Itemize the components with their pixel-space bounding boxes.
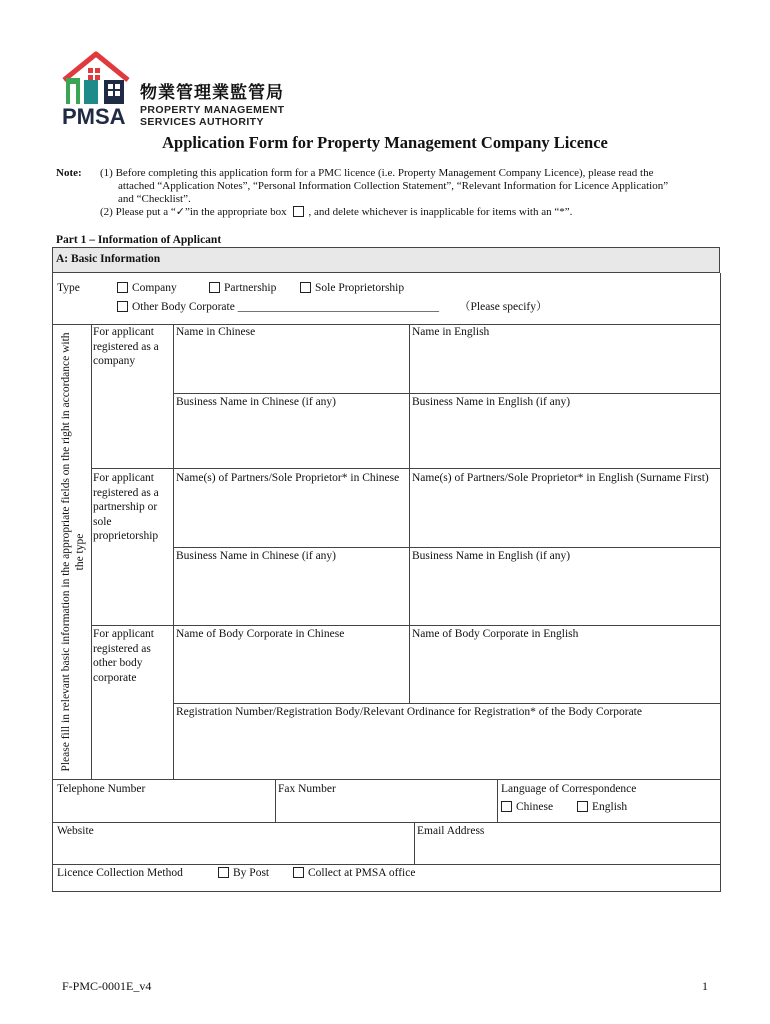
example-checkbox: [293, 206, 304, 217]
pmsa-logo: [60, 50, 300, 130]
fax-language-divider: [497, 779, 498, 822]
company-block-label: For applicant registered as a company: [93, 326, 159, 367]
website-label: Website: [57, 825, 94, 837]
other-body-corporate-label: Other Body Corporate ___________________________________: [132, 301, 439, 313]
telephone-label: Telephone Number: [57, 783, 146, 795]
note-item-2: [100, 206, 572, 220]
company-name-cn-label: Name in Chinese: [176, 326, 256, 338]
collection-label: Licence Collection Method: [57, 867, 183, 879]
type-option-company[interactable]: [117, 281, 177, 296]
collection-option-office[interactable]: [293, 866, 415, 881]
partnership-name-row-bottom: [173, 547, 721, 548]
company-biz-cn-label: Business Name in Chinese (if any): [176, 396, 337, 408]
company-checkbox[interactable]: [117, 282, 128, 293]
side-note: Please fill in relevant basic information in the appropriate fields on the right in accordance with the type: [60, 332, 86, 772]
partnership-label: Partnership: [224, 282, 277, 294]
collect-office-checkbox[interactable]: [293, 867, 304, 878]
table-right-border: [720, 273, 721, 892]
applicant-block-bottom: [52, 779, 721, 780]
sole-proprietorship-checkbox[interactable]: [300, 282, 311, 293]
chinese-checkbox[interactable]: [501, 801, 512, 812]
logo-english-line-1: PROPERTY MANAGEMENT: [140, 104, 285, 116]
partnership-name-en-label: Name(s) of Partners/Sole Proprietor* in English (Surname First): [412, 472, 709, 484]
company-biz-en-label: Business Name in English (if any): [412, 396, 571, 408]
partnership-checkbox[interactable]: [209, 282, 220, 293]
house-logo-icon: [60, 50, 132, 106]
note-item-1-line-2: attached “Application Notes”, “Personal Information Collection Statement”, “Relevant Information for Licence Application”: [118, 180, 669, 192]
part1-heading: Part 1 – Information of Applicant: [56, 234, 222, 246]
other-body-corporate-checkbox[interactable]: [117, 301, 128, 312]
type-option-sole[interactable]: [300, 281, 404, 296]
type-option-other[interactable]: [117, 300, 439, 315]
note-label: Note:: [56, 167, 82, 179]
contact-row-bottom: [52, 822, 721, 823]
language-label: Language of Correspondence: [501, 783, 637, 795]
logo-chinese-name: 物業管理業監管局: [140, 83, 284, 103]
body-corporate-registration-label: Registration Number/Registration Body/Relevant Ordinance for Registration* of the Body Corporate: [176, 706, 642, 718]
by-post-checkbox[interactable]: [218, 867, 229, 878]
note-item-2-text-end: , and delete whichever is inapplicable for items with an “*”.: [308, 206, 573, 218]
body-corporate-block-label: For applicant registered as other body corporate: [93, 628, 154, 684]
chinese-label: Chinese: [516, 801, 554, 813]
body-corporate-name-en-label: Name of Body Corporate in English: [412, 628, 579, 640]
section-a-title: A: Basic Information: [56, 253, 161, 265]
partnership-block-bottom: [91, 625, 721, 626]
company-name-en-label: Name in English: [412, 326, 490, 338]
type-label: Type: [57, 282, 80, 294]
partnership-biz-cn-label: Business Name in Chinese (if any): [176, 550, 337, 562]
logo-abbreviation: PMSA: [62, 104, 126, 129]
by-post-label: By Post: [233, 867, 270, 879]
body-corporate-name-cn-label: Name of Body Corporate in Chinese: [176, 628, 345, 640]
website-email-divider: [414, 822, 415, 864]
note-item-2-text: (2) Please put a “✓”in the appropriate box: [100, 206, 287, 218]
note-item-1-line-1: (1) Before completing this application form for a PMC licence (i.e. Property Management Company Licence), please read the: [100, 167, 654, 179]
email-label: Email Address: [417, 825, 485, 837]
telephone-fax-divider: [275, 779, 276, 822]
form-code: F-PMC-0001E_v4: [62, 979, 152, 993]
company-block-bottom: [91, 468, 721, 469]
note-item-1-line-3: and “Checklist”.: [118, 193, 191, 205]
language-option-chinese[interactable]: [501, 800, 553, 815]
cn-en-divider-company: [409, 324, 410, 704]
fax-label: Fax Number: [278, 783, 336, 795]
side-note-divider: [91, 324, 92, 780]
language-option-english[interactable]: [577, 800, 627, 815]
collect-office-label: Collect at PMSA office: [308, 867, 416, 879]
partnership-block-label: For applicant registered as a partnership or sole proprietorship: [93, 472, 159, 542]
partnership-name-cn-label: Name(s) of Partners/Sole Proprietor* in Chinese: [176, 472, 400, 484]
company-name-row-bottom: [173, 393, 721, 394]
body-corporate-name-row-bottom: [173, 703, 721, 704]
web-row-bottom: [52, 864, 721, 865]
form-title: Application Form for Property Management Company Licence: [162, 133, 608, 152]
english-checkbox[interactable]: [577, 801, 588, 812]
page-number: 1: [702, 979, 708, 993]
type-option-partnership[interactable]: [209, 281, 276, 296]
collection-option-post[interactable]: [218, 866, 269, 881]
company-label: Company: [132, 282, 177, 294]
sole-proprietorship-label: Sole Proprietorship: [315, 282, 405, 294]
side-note-container: [53, 325, 93, 779]
please-specify-label: （Please specify）: [459, 301, 548, 313]
table-bottom-border: [52, 891, 721, 892]
partnership-biz-en-label: Business Name in English (if any): [412, 550, 571, 562]
logo-english-line-2: SERVICES AUTHORITY: [140, 116, 264, 128]
english-label: English: [592, 801, 628, 813]
